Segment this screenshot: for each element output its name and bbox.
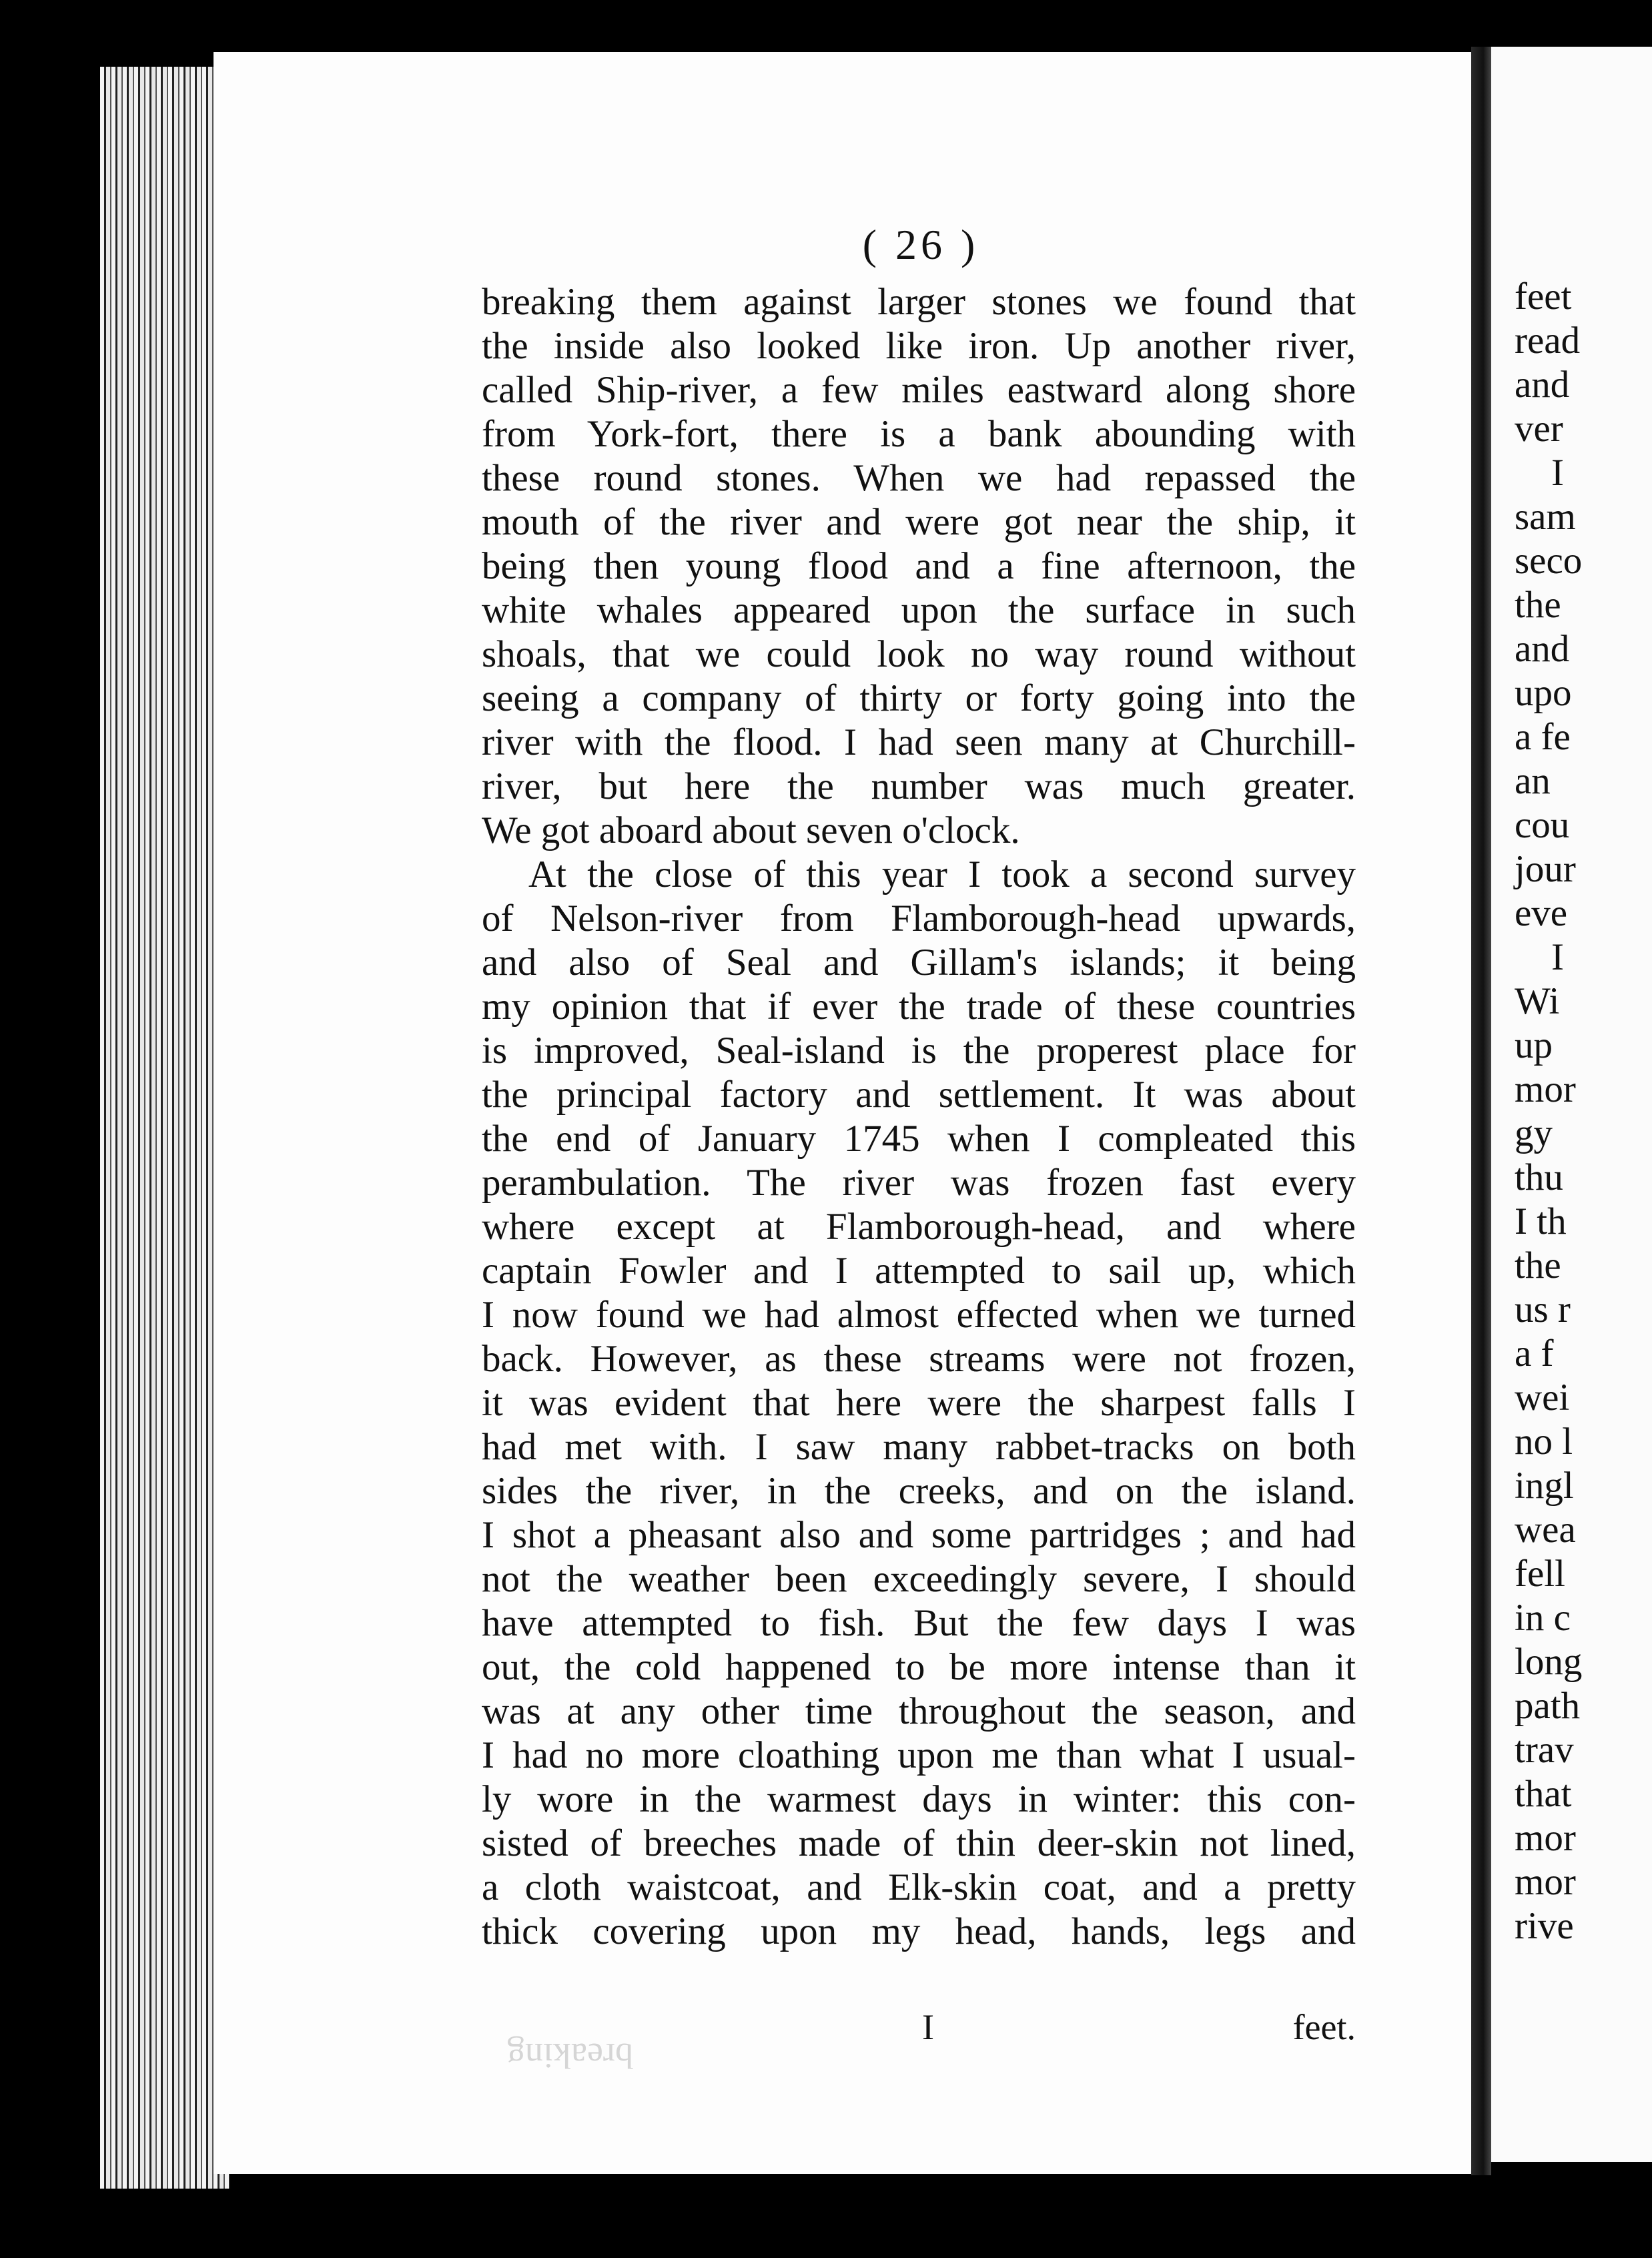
facing-line: long — [1515, 1641, 1583, 1683]
facing-line: that — [1515, 1773, 1572, 1815]
text-line: white whales appeared upon the surface in such — [482, 589, 1356, 631]
text-line: not the weather been exceedingly severe, I should — [482, 1558, 1356, 1600]
facing-line: rive — [1515, 1905, 1574, 1947]
text-line: I now found we had almost effected when we turned — [482, 1294, 1356, 1336]
facing-line: upo — [1515, 672, 1572, 714]
text-line: and also of Seal and Gillam's islands; it being — [482, 942, 1356, 984]
text-line: had met with. I saw many rabbet-tracks on both — [482, 1426, 1356, 1468]
facing-line: no l — [1515, 1421, 1573, 1463]
facing-line: jour — [1515, 848, 1576, 890]
facing-line: I — [1551, 936, 1564, 978]
facing-line: I th — [1515, 1200, 1567, 1242]
facing-line: fell — [1515, 1553, 1565, 1595]
facing-line: the — [1515, 584, 1561, 626]
facing-line: sam — [1515, 496, 1576, 538]
text-line: where except at Flamborough-head, and where — [482, 1206, 1356, 1248]
facing-page — [1491, 47, 1652, 2162]
facing-line: path — [1515, 1685, 1581, 1727]
facing-line: cou — [1515, 804, 1570, 846]
text-line: have attempted to fish. But the few days I was — [482, 1602, 1356, 1644]
text-line: sides the river, in the creeks, and on the island. — [482, 1470, 1356, 1512]
text-line: thick covering upon my head, hands, legs and — [482, 1910, 1356, 1952]
facing-line: read — [1515, 320, 1581, 362]
facing-line: mor — [1515, 1817, 1576, 1859]
facing-line: mor — [1515, 1861, 1576, 1903]
facing-line: an — [1515, 760, 1551, 802]
facing-line: us r — [1515, 1288, 1571, 1331]
text-line: out, the cold happened to be more intense than it — [482, 1646, 1356, 1688]
facing-line: I — [1551, 452, 1564, 494]
facing-line: up — [1515, 1024, 1553, 1066]
facing-line: ver — [1515, 408, 1563, 450]
paragraph-start-line: At the close of this year I took a second survey — [528, 853, 1356, 895]
text-line: was at any other time throughout the season, and — [482, 1690, 1356, 1732]
facing-line: a f — [1515, 1333, 1554, 1375]
text-line: the inside also looked like iron. Up another river, — [482, 325, 1356, 367]
text-line: my opinion that if ever the trade of these countries — [482, 986, 1356, 1028]
page-number: ( 26 ) — [862, 221, 979, 268]
text-line: the end of January 1745 when I compleated this — [482, 1118, 1356, 1160]
body-text — [482, 280, 1356, 1954]
text-line: the principal factory and settlement. It was about — [482, 1074, 1356, 1116]
facing-line: and — [1515, 364, 1570, 406]
signature-mark: I — [922, 2007, 934, 2047]
facing-line: feet — [1515, 276, 1572, 318]
text-line: river, but here the number was much greater. — [482, 765, 1356, 807]
text-line: I shot a pheasant also and some partridges ; and had — [482, 1514, 1356, 1556]
facing-line: Wi — [1515, 980, 1560, 1022]
text-line: is improved, Seal-island is the properest place for — [482, 1030, 1356, 1072]
facing-page-text — [1515, 275, 1582, 1948]
facing-line: mor — [1515, 1068, 1576, 1110]
facing-line: thu — [1515, 1156, 1563, 1198]
text-line: We got aboard about seven o'clock. — [482, 809, 1020, 851]
text-line: of Nelson-river from Flamborough-head upwards, — [482, 897, 1356, 939]
text-line: it was evident that here were the sharpest falls I — [482, 1382, 1356, 1424]
gutter — [1471, 47, 1491, 2175]
text-line: ly wore in the warmest days in winter: this con- — [482, 1778, 1356, 1820]
text-line: back. However, as these streams were not frozen, — [482, 1338, 1356, 1380]
text-line: called Ship-river, a few miles eastward along shore — [482, 369, 1356, 411]
facing-line: ingl — [1515, 1465, 1574, 1507]
text-line: captain Fowler and I attempted to sail up, which — [482, 1250, 1356, 1292]
text-line: a cloth waistcoat, and Elk-skin coat, and a pretty — [482, 1866, 1356, 1908]
text-line: seeing a company of thirty or forty going into the — [482, 677, 1356, 719]
text-line: from York-fort, there is a bank abounding with — [482, 413, 1356, 455]
facing-line: wea — [1515, 1509, 1576, 1551]
facing-line: gy — [1515, 1112, 1553, 1154]
facing-line: the — [1515, 1244, 1561, 1286]
text-line: being then young flood and a fine afternoon, the — [482, 545, 1356, 587]
facing-line: wei — [1515, 1377, 1570, 1419]
text-line: mouth of the river and were got near the ship, it — [482, 501, 1356, 543]
catchword: feet. — [1292, 2007, 1356, 2047]
book-edge — [100, 67, 230, 2189]
facing-line: in c — [1515, 1597, 1571, 1639]
text-line: I had no more cloathing upon me than what I usual- — [482, 1734, 1356, 1776]
facing-line: seco — [1515, 540, 1583, 582]
text-line: sisted of breeches made of thin deer-skin not lined, — [482, 1822, 1356, 1864]
facing-line: trav — [1515, 1729, 1574, 1771]
bleed-through-text: breaking — [507, 2036, 633, 2076]
facing-line: a fe — [1515, 716, 1571, 758]
facing-line: eve — [1515, 892, 1568, 934]
text-line: shoals, that we could look no way round without — [482, 633, 1356, 675]
text-line: river with the flood. I had seen many at Churchill- — [482, 721, 1356, 763]
facing-line: and — [1515, 628, 1570, 670]
text-line: perambulation. The river was frozen fast every — [482, 1162, 1356, 1204]
text-line: these round stones. When we had repassed the — [482, 457, 1356, 499]
text-line: breaking them against larger stones we found that — [482, 281, 1356, 323]
